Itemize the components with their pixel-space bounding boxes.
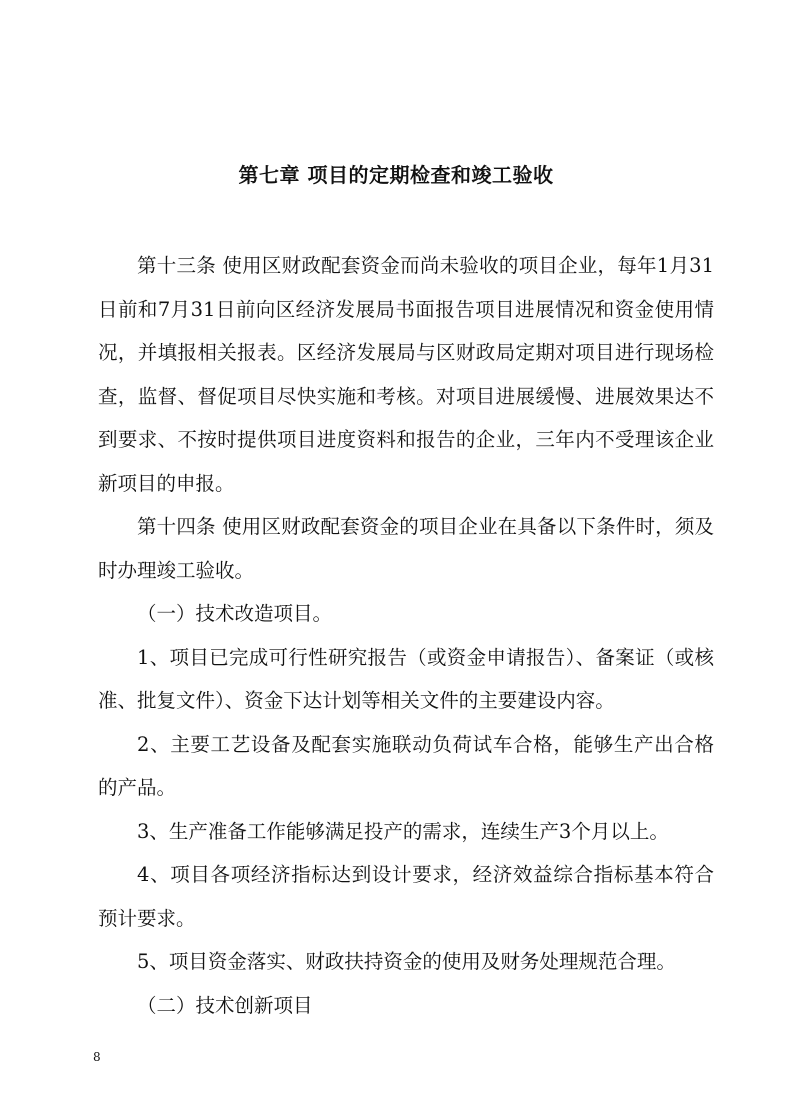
list-item: 4、项目各项经济指标达到设计要求，经济效益综合指标基本符合预计要求。 [98, 863, 714, 930]
body-text [98, 244, 714, 1027]
section-heading-tech-renovation: （一）技术改造项目。 [137, 602, 333, 625]
list-item: 1、项目已完成可行性研究报告（或资金申请报告）、备案证（或核准、批复文件）、资金下达计划等相关文件的主要建设内容。 [98, 645, 714, 712]
article-13-paragraph: 第十三条 使用区财政配套资金而尚未验收的项目企业，每年1月31日前和7月31日前向区经济发展局书面报告项目进展情况和资金使用情况，并填报相关报表。区经济发展局与区财政局定期对项目进行现场检查，监督、督促项目尽快实施和考核。对项目进展缓慢、进展效果达不到要求、不按时提供项目进度资料和报告的企业，三年内不受理该企业新项目的申报。 [98, 254, 714, 495]
article-14-paragraph: 第十四条 使用区财政配套资金的项目企业在具备以下条件时，须及时办理竣工验收。 [98, 515, 714, 582]
list-item: 5、项目资金落实、财政扶持资金的使用及财务处理规范合理。 [137, 950, 676, 973]
page-number: 8 [93, 1050, 101, 1064]
section-heading-tech-innovation: （二）技术创新项目 [137, 993, 313, 1017]
list-item: 2、主要工艺设备及配套实施联动负荷试车合格，能够生产出合格的产品。 [98, 732, 714, 799]
chapter-title: 第七章 项目的定期检查和竣工验收 [238, 163, 554, 187]
list-item: 3、生产准备工作能够满足投产的需求，连续生产3个月以上。 [137, 819, 669, 843]
